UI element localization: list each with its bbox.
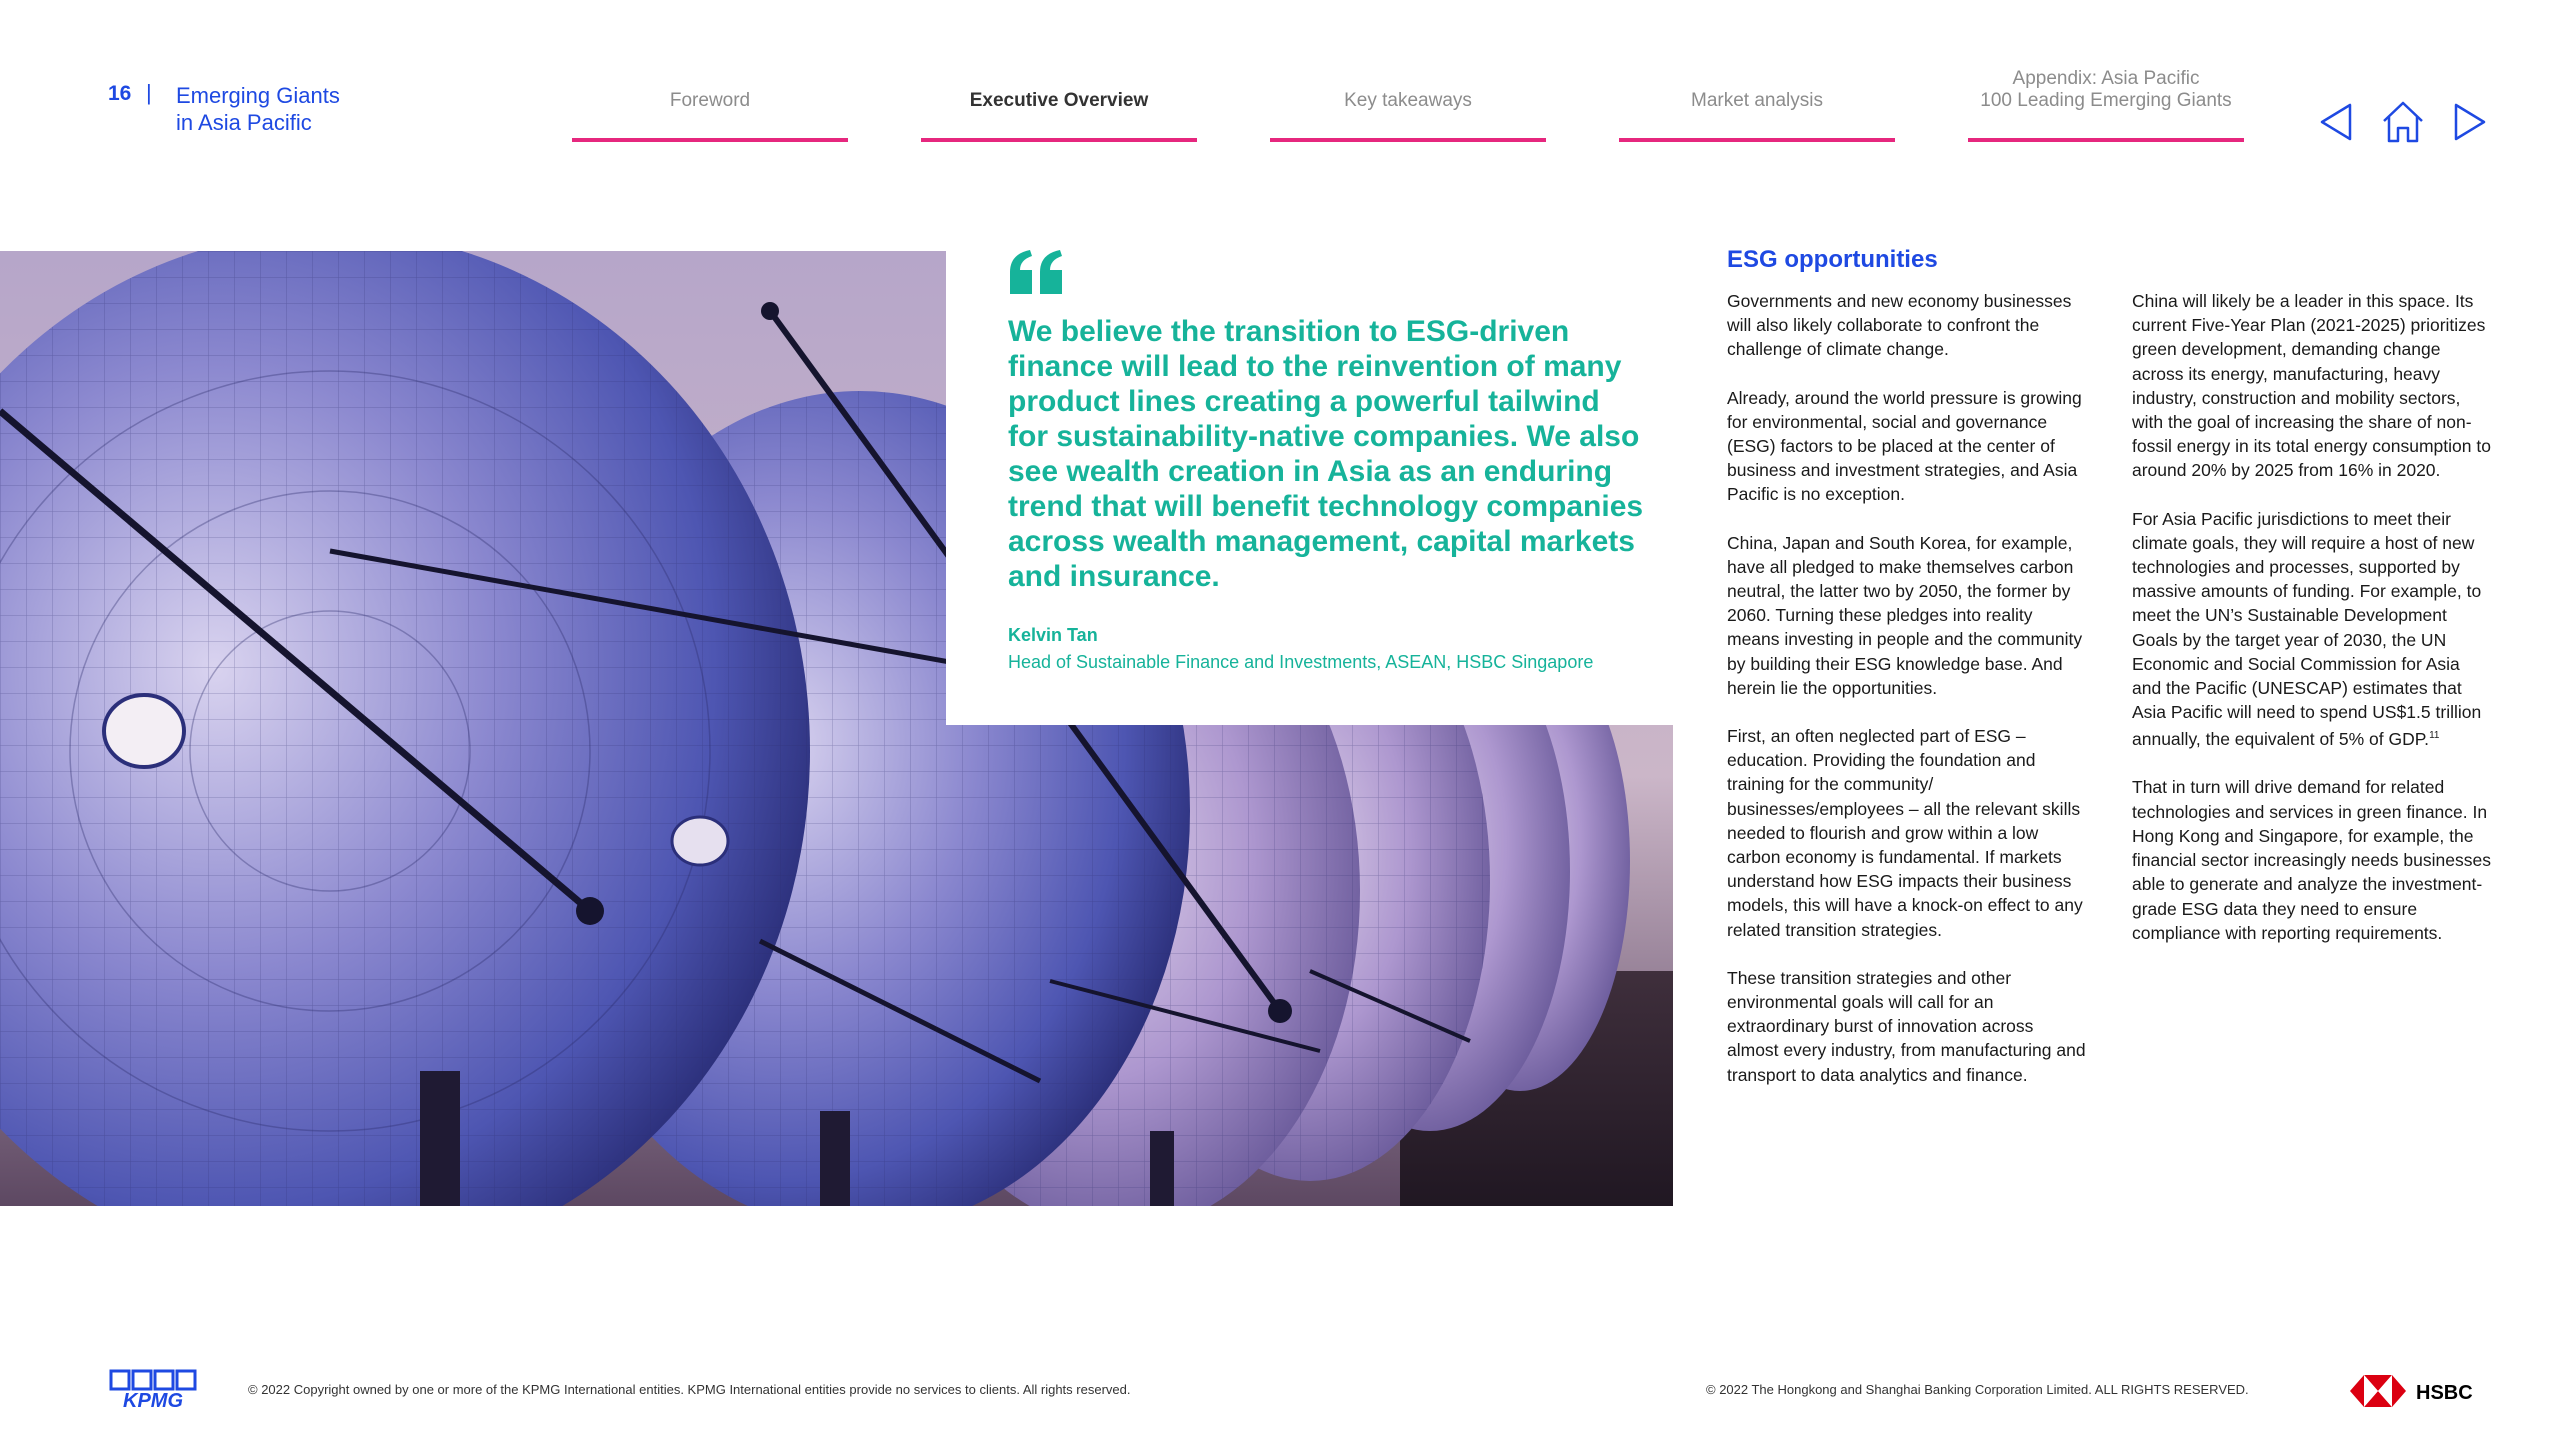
paragraph [2132,507,2492,752]
hsbc-copyright: © 2022 The Hongkong and Shanghai Banking Corporation Limited. ALL RIGHTS RESERVED. [1706,1382,2249,1397]
tab-appendix-label-line2: 100 Leading Emerging Giants [1980,90,2232,111]
hsbc-logo-text: HSBC [2416,1382,2473,1404]
publication-title-line1: Emerging Giants [176,83,340,108]
page-number: 16 [108,82,132,105]
paragraph: China, Japan and South Korea, for example, have all pledged to make themselves carbon neutral, the latter two by 2050, the former by 2060. Turning these pledges into reality means investing in people and the community by building their ESG knowledge base. And herein lie the opportunities. [1727,532,2083,698]
quote-author-role: Head of Sustainable Finance and Investments, ASEAN, HSBC Singapore [1008,652,1594,672]
paragraph: China will likely be a leader in this space. Its current Five-Year Plan (2021-2025) prioritizes green development, demanding change across its energy, manufacturing, heavy industry, construction and mobility sectors, with the goal of increasing the share of non-fossil energy in its total energy consumption to around 20% by 2025 from 16% in 2020. [2132,291,2491,481]
tab-appendix-label-line1: Appendix: Asia Pacific [2012,68,2200,89]
tab-appendix[interactable] [1968,68,2244,142]
kpmg-copyright: © 2022 Copyright owned by one or more of the KPMG International entities. KPMG International entities provide no services to clients. All rights reserved. [248,1382,1131,1397]
footnote-marker[interactable]: 11 [2429,730,2440,742]
tab-underline [1619,138,1895,142]
tab-foreword[interactable] [572,72,848,142]
paragraph: Governments and new economy businesses will also likely collaborate to confront the challenge of climate change. [1727,291,2072,360]
publication-title-line2: in Asia Pacific [176,110,312,135]
quotation-mark-icon [1008,250,1064,294]
quote-text: We believe the transition to ESG-driven finance will lead to the reinvention of many product lines creating a powerful tailwind for sustainability-native companies. We also see wealth creation in Asia as an enduring trend that will benefit technology companies across wealth management, capital markets and insurance. [1008,315,1644,593]
home-icon[interactable] [2378,97,2428,147]
article-column-right [2132,289,2492,969]
article-column-left [1727,289,2087,1111]
section-heading: ESG opportunities [1727,246,1938,273]
tab-foreword-label: Foreword [669,90,751,111]
header-separator: | [146,80,152,105]
tab-executive-overview[interactable] [921,72,1197,142]
hsbc-logo [2346,1371,2486,1411]
previous-arrow-icon[interactable] [2312,97,2362,147]
tab-market-analysis-label: Market analysis [1691,90,1823,111]
next-arrow-icon[interactable] [2444,97,2494,147]
paragraph: These transition strategies and other environmental goals will call for an extraordinary burst of innovation across almost every industry, from manufacturing and transport to data analytics and finance. [1727,967,2086,1085]
tab-underline [1968,138,2244,142]
tab-underline [921,138,1197,142]
paragraph: Already, around the world pressure is growing for environmental, social and governance (ESG) factors to be placed at the center of business and investment strategies, and Asia Pacific is no exception. [1727,387,2082,505]
quote-author: Kelvin Tan [1008,625,1098,645]
tab-key-takeaways[interactable] [1270,72,1546,142]
paragraph: That in turn will drive demand for related technologies and services in green finance. In Hong Kong and Singapore, for example, the financial sector increasingly needs businesses able to generate and analyze the investment-grade ESG data they need to ensure compliance with reporting requirements. [2132,777,2491,943]
paragraph: First, an often neglected part of ESG – education. Providing the foundation and training for the community/ businesses/employees – all the relevant skills needed to flourish and grow within a low carbon economy is fundamental. If markets understand how ESG impacts their business models, this will have a knock-on effect to any related transition strategies. [1727,726,2083,940]
tab-appendix-label [1968,68,2244,112]
tab-market-analysis[interactable] [1619,72,1895,142]
tab-key-takeaways-label: Key takeaways [1344,90,1472,111]
tab-underline [572,138,848,142]
tab-underline [1270,138,1546,142]
publication-title[interactable] [176,82,340,136]
paragraph-text: For Asia Pacific jurisdictions to meet their climate goals, they will require a host of new technologies and processes, supported by massive amounts of funding. For example, to meet the UN’s Sustainable Development Goals by the target year of 2030, the UN Economic and Social Commission for Asia and the Pacific (UNESCAP) estimates that Asia Pacific will need to spend US$1.5 trillion annually, the equivalent of 5% of GDP. [2132,508,2482,750]
tab-executive-overview-label: Executive Overview [969,90,1149,111]
kpmg-logo-text: KPMG [123,1390,183,1409]
kpmg-logo [108,1369,198,1409]
